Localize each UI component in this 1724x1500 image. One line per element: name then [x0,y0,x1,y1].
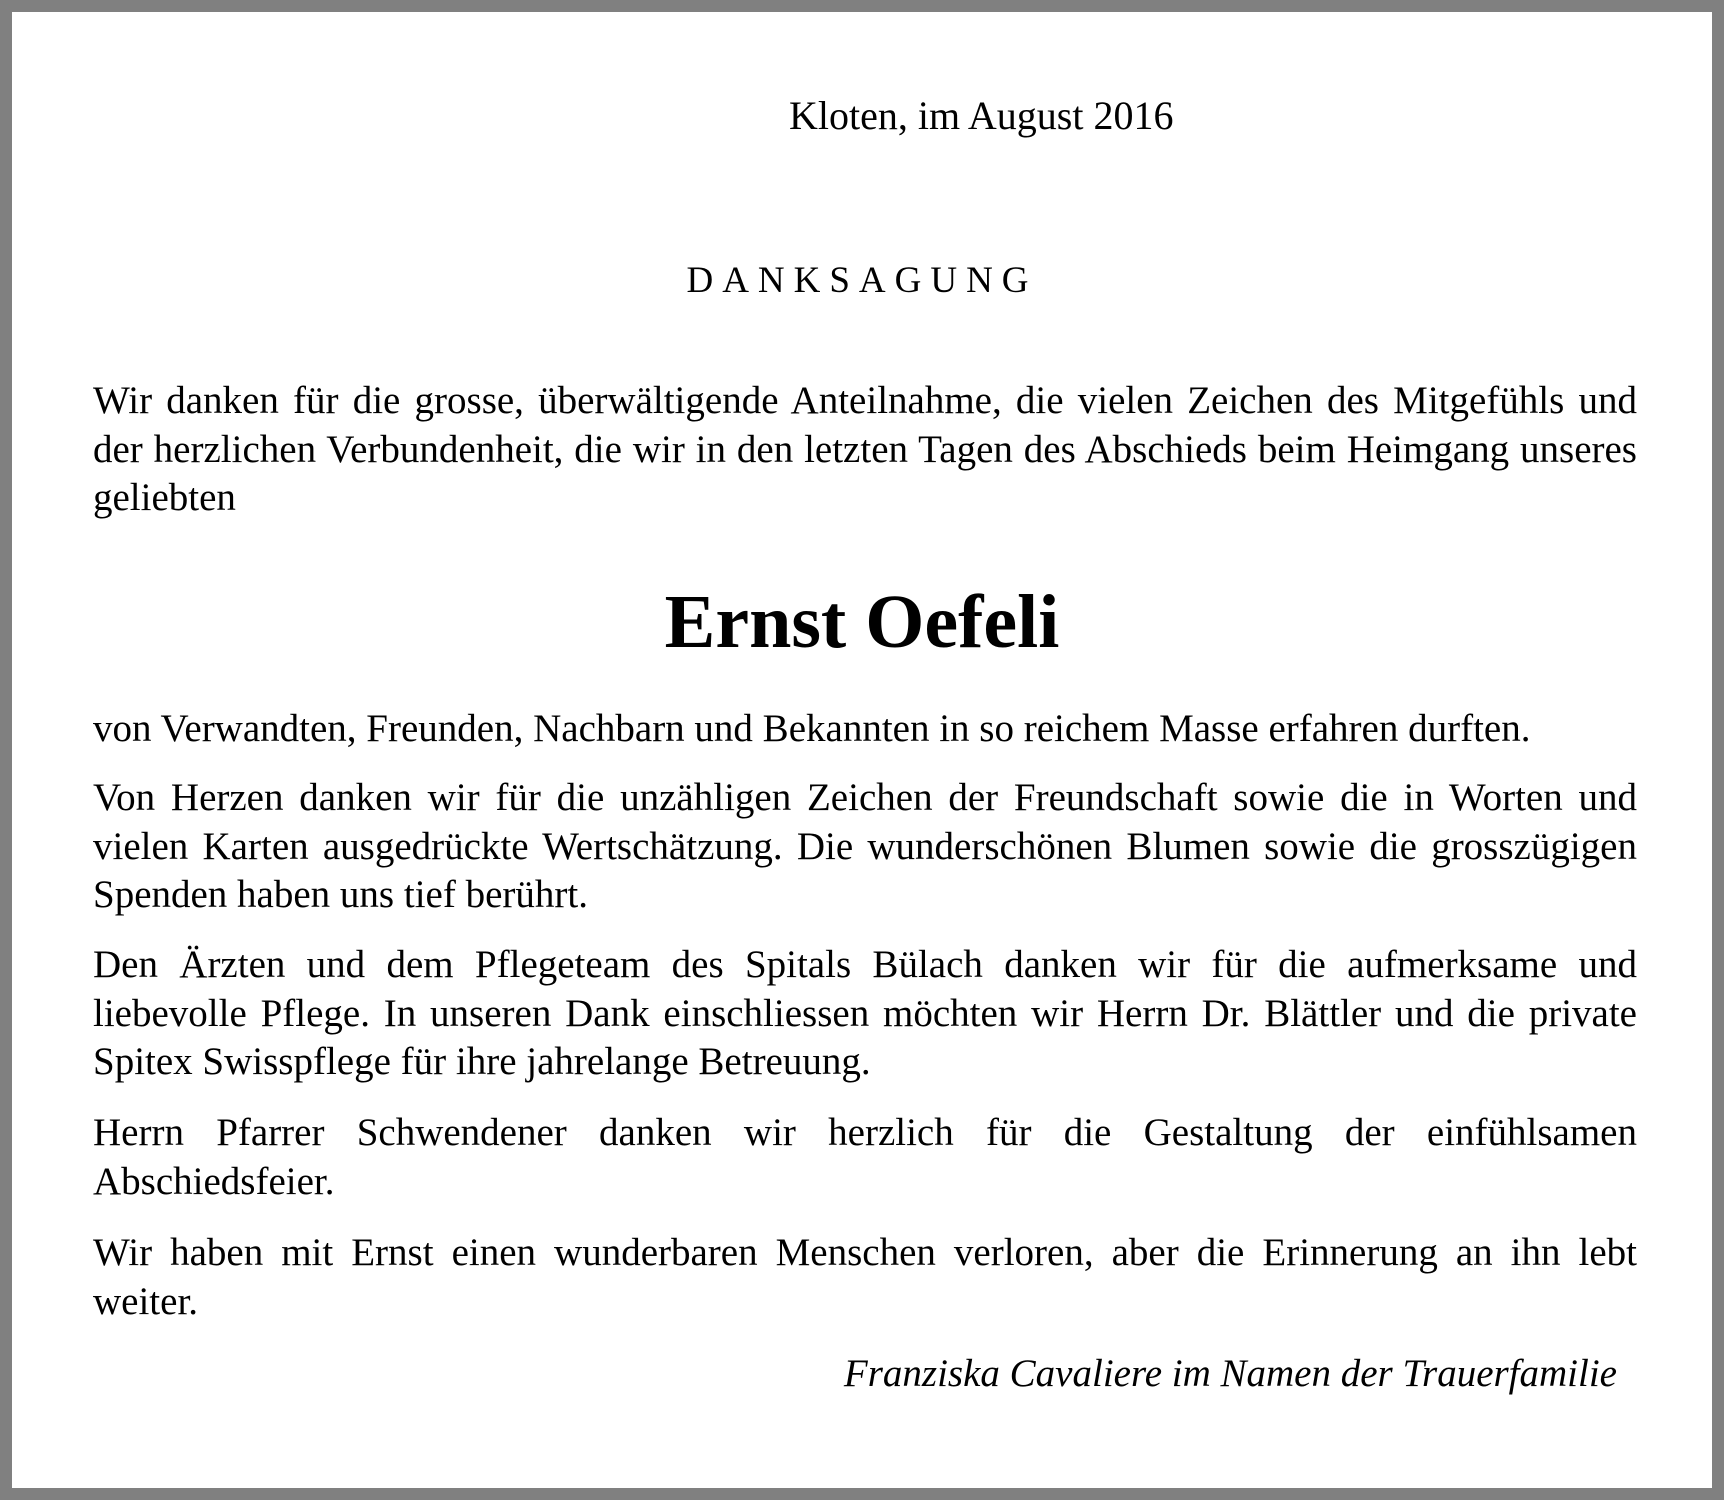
thanks-paragraph-pastor: Herrn Pfarrer Schwendener danken wir herzlich für die Gestaltung der einfühlsamen Abschiedsfeier. [93,1111,1637,1203]
after-name-paragraph: von Verwandten, Freunden, Nachbarn und Bekannten in so reichem Masse erfahren durften. [93,707,1531,750]
thanks-paragraph-friendship: Von Herzen danken wir für die unzähligen Zeichen der Freundschaft sowie die in Worten und vielen Karten ausgedrückte Wertschätzung. Die wunderschönen Blumen sowie die grosszügigen Spenden haben uns tief berührt. [93,776,1637,916]
thanks-paragraph-care: Den Ärzten und dem Pflegeteam des Spitals Bülach danken wir für die aufmerksame und liebevolle Pflege. In unseren Dank einschliessen möchten wir Herrn Dr. Blättler und die private Spitex Swisspflege für ihre jahrelange Betreuung. [93,943,1637,1083]
notice-heading: DANKSAGUNG [686,260,1038,301]
closing-paragraph: Wir haben mit Ernst einen wunderbaren Menschen verloren, aber die Erinnerung an ihn lebt weiter. [93,1231,1637,1323]
intro-paragraph: Wir danken für die grosse, überwältigende Anteilnahme, die vielen Zeichen des Mitgefühls und der herzlichen Verbundenheit, die wir in den letzten Tagen des Abschieds beim Heimgang unseres geliebten [93,379,1637,519]
place-date: Kloten, im August 2016 [789,93,1174,138]
signature: Franziska Cavaliere im Namen der Trauerfamilie [843,1352,1617,1395]
deceased-name: Ernst Oefeli [664,580,1060,664]
notice-page [12,12,1712,1488]
